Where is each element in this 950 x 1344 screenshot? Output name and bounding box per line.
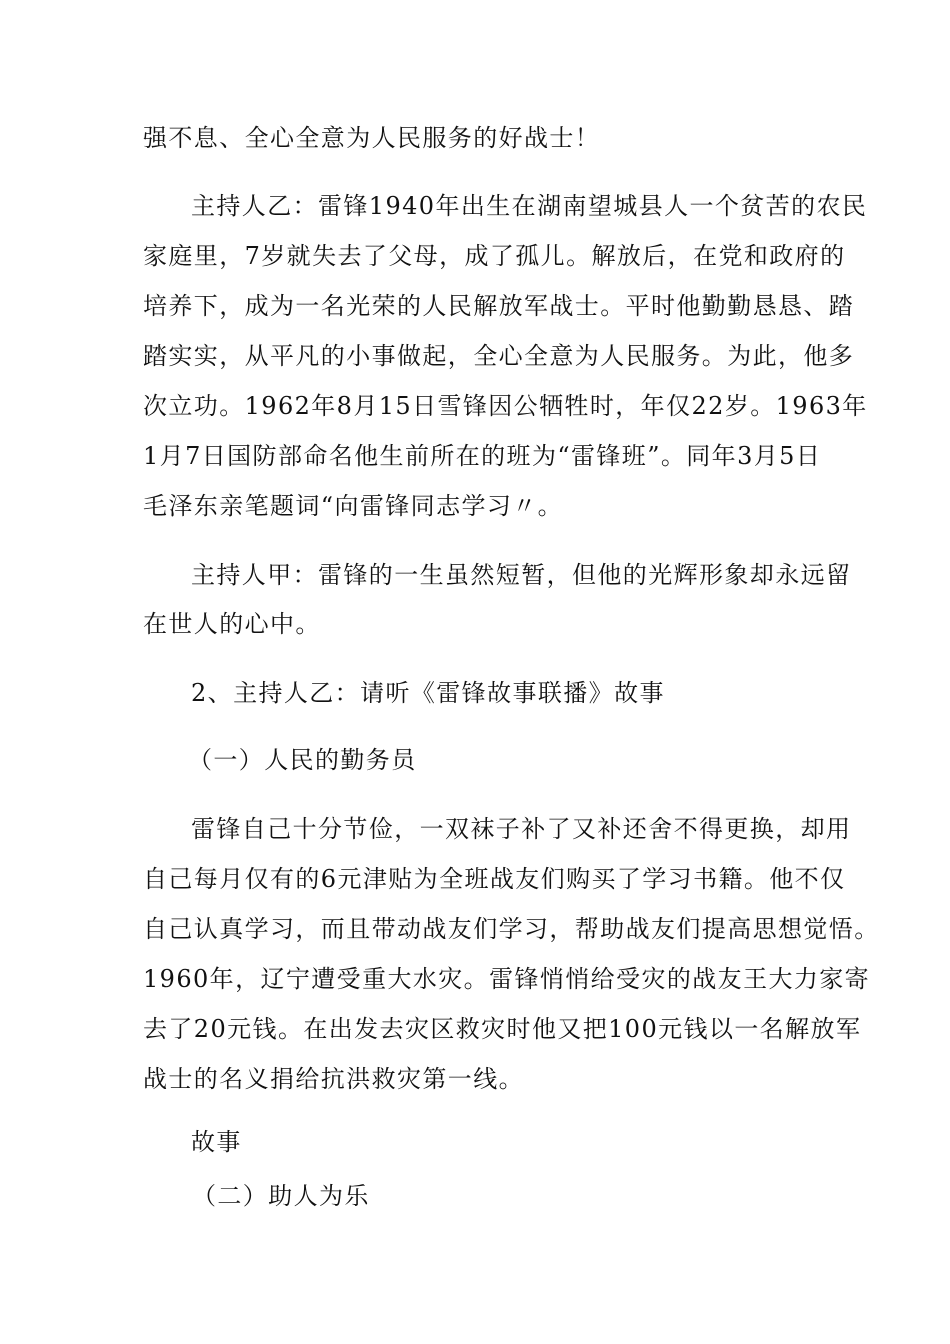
text-line: 踏实实，从平凡的小事做起，全心全意为人民服务。为此，他多	[143, 342, 855, 370]
text-line: 雷锋自己十分节俭，一双袜子补了又补还舍不得更换，却用	[191, 815, 852, 843]
text-line: 1月7日国防部命名他生前所在的班为“雷锋班”。同年3月5日	[143, 442, 822, 470]
text-line: 主持人甲：雷锋的一生虽然短暂，但他的光辉形象却永远留	[191, 561, 852, 589]
text-line: 毛泽东亲笔题词“向雷锋同志学习〃。	[143, 492, 564, 520]
text-line: 家庭里，7岁就失去了父母，成了孤儿。解放后，在党和政府的	[143, 242, 846, 270]
text-line: 强不息、全心全意为人民服务的好战士！	[143, 124, 601, 152]
text-line: 次立功。1962年8月15日雪锋因公牺牲时，年仅22岁。1963年	[143, 392, 868, 420]
text-line: 1960年，辽宁遭受重大水灾。雷锋悄悄给受灾的战友王大力家寄	[143, 965, 871, 993]
subsection-heading: （一）人民的勤务员	[188, 746, 417, 774]
text-line: 去了20元钱。在出发去灾区救灾时他又把100元钱以一名解放军	[143, 1015, 862, 1043]
text-line: 自己认真学习，而且带动战友们学习，帮助战友们提高思想觉悟。	[143, 915, 880, 943]
text-line: 培养下，成为一名光荣的人民解放军战士。平时他勤勤恳恳、踏	[143, 292, 855, 320]
text-line: 战士的名义捐给抗洪救灾第一线。	[143, 1065, 524, 1093]
text-line: 主持人乙：雷锋1940年出生在湖南望城县人一个贫苦的农民	[191, 192, 868, 220]
text-line: 自己每月仅有的6元津贴为全班战友们购买了学习书籍。他不仅	[143, 865, 846, 893]
section-heading: 2、主持人乙：请听《雷锋故事联播》故事	[191, 679, 665, 707]
text-line: 在世人的心中。	[143, 610, 321, 638]
subsection-heading: （二）助人为乐	[192, 1182, 370, 1210]
text-line: 故事	[191, 1128, 242, 1156]
